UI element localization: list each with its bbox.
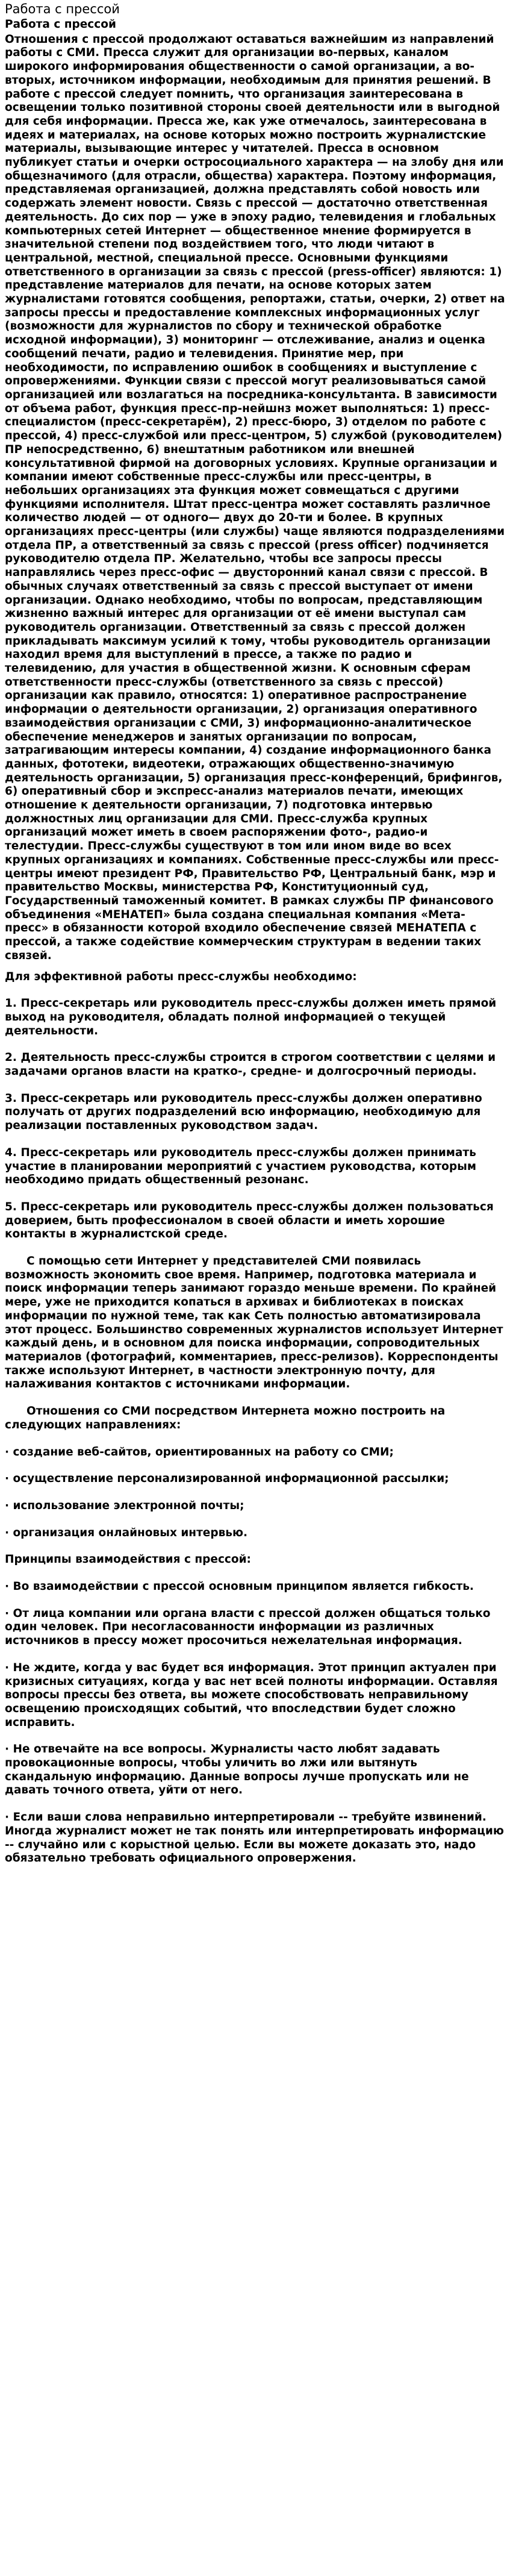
direction-item: · организация онлайновых интервью.: [5, 1526, 248, 1539]
article-heading: Работа с прессой: [5, 18, 116, 31]
requirement-item: 1. Пресс-секретарь или руководитель пресс-службы должен иметь прямой выход на руководителя, обладать полной информацией о текущей деятельности.: [5, 997, 497, 1037]
directions-intro: Отношения со СМИ посредством Интернета можно построить на следующих направлениях:: [5, 1405, 446, 1431]
requirements-intro: Для эффективной работы пресс-службы необходимо:: [5, 970, 357, 983]
intro-paragraph: Отношения с прессой продолжают оставаться важнейшим из направлений работы с СМИ. Пресса служит для организации во-первых, каналом широкого информирования общественности о самой организации, а во-вторых, источником информации, необходимым для принятия решений. В работе с прессой следует помнить, что организация заинтересована в освещении только позитивной стороны своей деятельности или в выгодной для себя информации. Пресса же, как уже отмечалось, заинтересована в идеях и материалах, на основе которых можно построить журналистские материалы, вызывающие интерес у читателей. Пресса в основном публикует статьи и очерки остросоциального характера — на злобу дня или общезначимого (для отрасли, общества) характера. Поэтому информация, представляемая организацией, должна представлять собой новость или содержать элемент новости. Связь с прессой — достаточно ответственная деятельность. До сих пор — уже в эпоху радио, телевидения и глобальных компьютерных сетей Интернет — общественное мнение формируется в значительной степени под воздействием того, что люди читают в центральной, местной, специальной прессе. Основными функциями ответственного в организации за связь с прессой (press-officer) являются: 1) представление материалов для печати, на основе которых затем журналистами готовятся сообщения, репортажи, статьи, очерки, 2) ответ на запросы прессы и предоставление комплексных информационных услуг (возможности для журналистов по сбору и технической обработке исходной информации), 3) мониторинг — отслеживание, анализ и оценка сообщений печати, радио и телевидения. Принятие мер, при необходимости, по исправлению ошибок в сообщениях и выступление с опровержениями. Функции связи с прессой могут реализовываться самой организацией или возлагаться на посредника-консультанта. В зависимости от объема работ, функция пресс-пр-нейшнз может выполняться: 1) пресс-специалистом (пресс-секретарём), 2) пресс-бюро, 3) отделом по работе с прессой, 4) пресс-службой или пресс-центром, 5) службой (руководителем) ПР непосредственно, 6) внештатным работником или внешней консультативной фирмой на договорных условиях. Крупные организации и компании имеют собственные пресс-службы или пресс-центры, в небольших организациях эта функция может совмещаться с другими функциями исполнителя. Штат пресс-центра может составлять различное количество людей — от одного— двух до 20-ти и более. В крупных организациях пресс-центры (или службы) чаще являются подразделениями отдела ПР, а ответственный за связь с прессой (press officer) подчиняется руководителю отдела ПР. Желательно, чтобы все запросы прессы направлялись через пресс-офис — двусторонний канал связи с прессой. В обычных случаях ответственный за связь с прессой выступает от имени организации. Однако необходимо, чтобы по вопросам, представляющим жизненно важный интерес для организации от её имени выступал сам руководитель организации. Ответственный за связь с прессой должен прикладывать максимум усилий к тому, чтобы руководитель организации находил время для выступлений в прессе, а также по радио и телевидению, для участия в общественной жизни. К основным сферам ответственности пресс-службы (ответственного за связь с прессой) организации как правило, относятся: 1) оперативное распространение информации о деятельности организации, 2) организация оперативного взаимодействия организации с СМИ, 3) информационно-аналитическое обеспечение менеджеров и занятых организации по вопросам, затрагивающим интересы компании, 4) создание информационного банка данных, фототеки, видеотеки, отражающих общественно-значимую деятельность организации, 5) организация пресс-конференций, брифингов, 6) оперативный сбор и экспресс-анализ материалов печати, имеющих отношение к деятельности организации, 7) подготовка интервью должностных лиц организации для СМИ. Пресс-служба крупных организаций может иметь в своем распоряжении фото-, радио-и телестудии. Пресс-службы существуют в том или ином виде во всех крупных организациях и компаниях. Собственные пресс-службы или пресс-центры имеют президент РФ, Правительство РФ, Центральный банк, мэр и правительство Москвы, министерства РФ, Конституционный суд, Государственный таможенный комитет. В рамках службы ПР финансового объединения «МЕНАТЕП» была создана специальная компания «Мета-пресс» в обязанности которой входило обеспечение связей МЕНАТЕПА с прессой, а также содействие коммерческим структурам в ведении таких связей.: [5, 33, 505, 962]
principle-item: · Во взаимодействии с прессой основным принципом является гибкость.: [5, 1580, 474, 1593]
direction-item: · создание веб-сайтов, ориентированных на работу со СМИ;: [5, 1445, 394, 1458]
page-title: Работа с прессой: [5, 2, 120, 16]
principles-intro: Принципы взаимодействия с прессой:: [5, 1553, 251, 1566]
requirement-item: 4. Пресс-секретарь или руководитель пресс-службы должен принимать участие в планировании мероприятий с участием руководства, которым необходимо придать общественный резонанс.: [5, 1146, 476, 1187]
requirement-item: 5. Пресс-секретарь или руководитель пресс-службы должен пользоваться доверием, быть профессионалом в своей области и иметь хорошие контакты в журналистской среде.: [5, 1200, 494, 1241]
requirement-item: 3. Пресс-секретарь или руководитель пресс-службы должен оперативно получать от других подразделений всю информацию, необходимую для реализации поставленных руководством задач.: [5, 1092, 482, 1133]
requirement-item: 2. Деятельность пресс-службы строится в строгом соответствии с целями и задачами органов власти на кратко-, средне- и долгосрочный периоды.: [5, 1051, 496, 1078]
principle-item: · Не отвечайте на все вопросы. Журналисты часто любят задавать провокационные вопросы, чтобы уличить во лжи или вытянуть скандальную информацию. Данные вопросы лучше пропускать или не давать точного ответа, уйти от него.: [5, 1743, 469, 1797]
direction-item: · использование электронной почты;: [5, 1499, 244, 1512]
principle-item: · Если ваши слова неправильно интерпретировали -- требуйте извинений. Иногда журналист может не так понять или интерпретировать информацию -- случайно или с корыстной целью. Если вы можете доказать это, надо обязательно требовать официального опровержения.: [5, 1811, 504, 1865]
direction-item: · осуществление персонализированной информационной рассылки;: [5, 1472, 449, 1486]
internet-paragraph: С помощью сети Интернет у представителей СМИ появилась возможность экономить свое время. Например, подготовка материала и поиск информации теперь занимают гораздо меньше времени. По крайней мере, уже не приходится копаться в архивах и библиотеках в поисках информации по нужной теме, так как Сеть полностью автоматизировала этот процесс. Большинство современных журналистов использует Интернет каждый день, и в основном для поиска информации, сопроводительных материалов (фотографий, комментариев, пресс-релизов). Корреспонденты также используют Интернет, в частности электронную почту, для налаживания контактов с источниками информации.: [5, 1255, 503, 1391]
principle-item: · От лица компании или органа власти с прессой должен общаться только один человек. При несогласованности информации из различных источников в прессу может просочиться нежелательная информация.: [5, 1607, 491, 1648]
principle-item: · Не ждите, когда у вас будет вся информация. Этот принцип актуален при кризисных ситуациях, когда у вас нет всей полноты информации. Оставляя вопросы прессы без ответа, вы можете способствовать неправильному освещению происходящих событий, что впоследствии будет сложно исправить.: [5, 1661, 498, 1729]
article-body: [5, 18, 505, 1866]
